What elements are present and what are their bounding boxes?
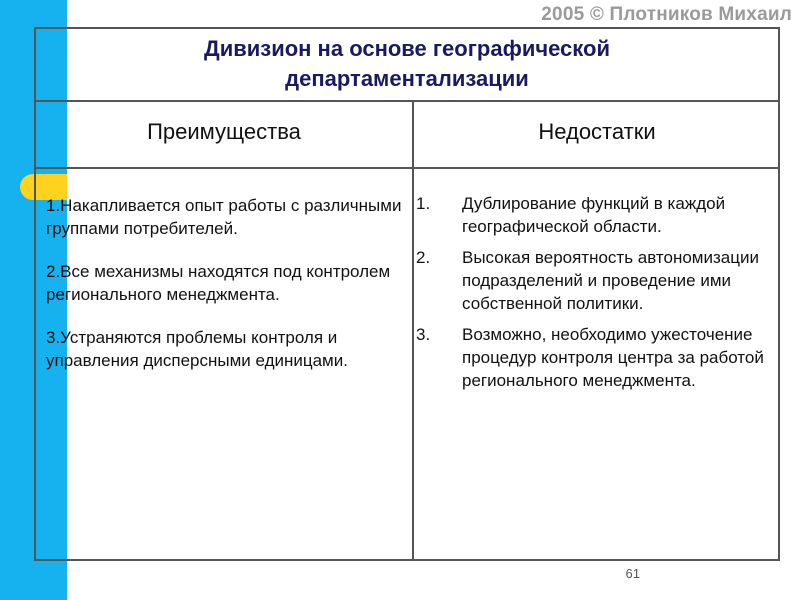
disadvantage-number: 2. bbox=[416, 248, 431, 267]
disadvantage-item bbox=[416, 192, 781, 238]
disadvantages-list bbox=[416, 192, 781, 400]
page-number: 61 bbox=[625, 566, 640, 581]
advantage-item: 2.Все механизмы находятся под контролем регионального менеджмента. bbox=[46, 262, 391, 304]
slide-title bbox=[36, 34, 778, 94]
disadvantage-number: 1. bbox=[416, 194, 431, 213]
advantages-header: Преимущества bbox=[147, 119, 301, 144]
slide-title-line-1: Дивизион на основе географической bbox=[204, 36, 610, 61]
disadvantage-text: Дублирование функций в каждой географической области. bbox=[462, 194, 726, 236]
disadvantages-header: Недостатки bbox=[538, 119, 656, 144]
comparison-table bbox=[34, 27, 780, 561]
table-column-divider bbox=[412, 100, 414, 561]
disadvantage-item bbox=[416, 246, 781, 315]
disadvantage-item bbox=[416, 323, 781, 392]
advantage-item: 3.Устраняются проблемы контроля и управления дисперсными единицами. bbox=[46, 328, 348, 370]
disadvantage-text: Возможно, необходимо ужесточение процедур контроля центра за работой регионального менеджмента. bbox=[462, 325, 764, 390]
copyright-text: 2005 © Плотников Михаил bbox=[541, 4, 792, 25]
slide-title-line-2: департаментализации bbox=[285, 66, 529, 91]
table-divider-header bbox=[36, 167, 778, 169]
table-divider-title bbox=[36, 100, 778, 102]
advantage-item: 1.Накапливается опыт работы с различными группами потребителей. bbox=[46, 196, 402, 238]
disadvantage-number: 3. bbox=[416, 325, 431, 344]
top-left-accent bbox=[0, 0, 67, 27]
disadvantage-text: Высокая вероятность автономизации подразделений и проведение ими собственной политики. bbox=[462, 248, 759, 313]
advantages-list bbox=[46, 194, 406, 392]
